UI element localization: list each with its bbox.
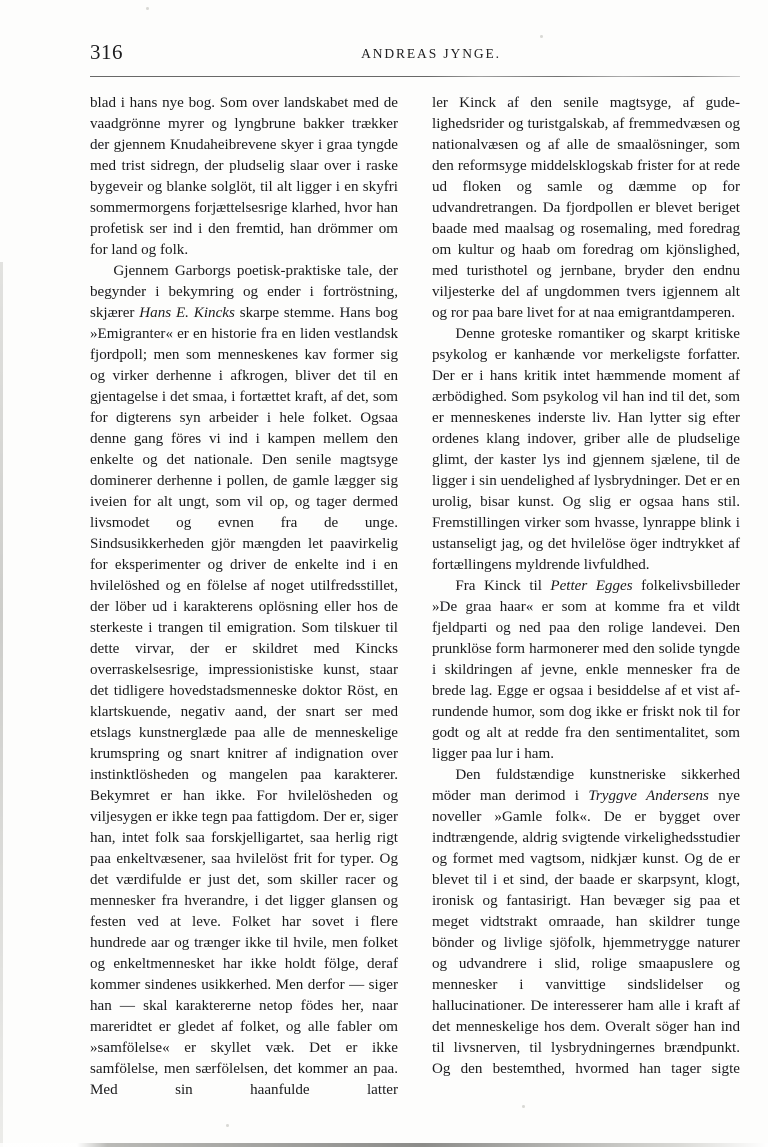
emphasis-author-name: Tryggve Andersens	[588, 788, 709, 804]
running-head: ANDREAS JYNGE.	[361, 46, 501, 61]
column-left	[90, 93, 398, 1101]
paragraph: Gjennem Garborgs poetisk-praktiske tale, der begynder i bekymring og ender i fortröstning, skjærer Hans E. Kincks skarpe stemme. Hans bog »Emigranter« er en historie fra en liden vestlandsk fjordpoll; men som menneskenes kav former sig og virker derhenne i afkrogen, bliver det til en gjentagelse i det smaa, i fortættet kraft, af det, som for digterens syn arbeider i hele folket. Ogsaa denne gang föres vi ind i kampen mellem den enkelte og det nationale. Den senile magtsyge dominerer derhenne i pollen, de gamle lægger sig iveien for alt ungt, som vil op, og tager dermed livsmodet og evnen fra de unge. Sindsusikkerheden gjör mængden let paavirkelig for eksperimenter og driver de enkelte ind i en hvilelöshed og en fölelse af noget utilfredsstillet, der löber ud i karakterens oplösning eller hos de sterkeste i trangen til emigration. Som tilskuer til dette virvar, der er skildret med Kincks overraskelsesrige, impressionistiske kunst, staar det tidligere hovedstadsmenneske doktor Röst, en klartskuende, negativ aand, der snart ser med etslags kunstnerglæde paa alle de menneskelige krumspring og snart knitrer af indignation over instinktlösheden og mangelen paa karakterer. Bekymret er han ikke. For hvilelösheden og viljesygen er ikke tegn paa fattigdom. Der er, siger han, intet folk saa forskjelligartet, saa herlig rigt paa enkeltvæsener, saa hvilelöst frit for typer. Og det værdifulde er just det, som skiller racer og mennesker fra hverandre, i det ligger glansen og festen ved at leve. Folket har sovet i flere hundrede aar og trænger ikke til hvile, men folket og enkeltmennesket har ikke holdt fölge, deraf kommer sindenes usikkerhed. Men derfor — siger han — skal karaktererne netop födes her, naar mareridtet er gledet af folket, og alle fabler om »samfölelse« er skyllet væk. Det er ikke samfölelse, men særfölelsen, det kommer an paa. Med sin haanfulde latter	[90, 263, 398, 1098]
emphasis-author-name: Hans E. Kincks	[139, 305, 235, 321]
paragraph: Fra Kinck til Petter Egges folkelivsbilleder »De graa haar« er som at komme fra et vildt fjeldparti og ned paa den rolige landevei. Den prunklöse form harmonerer med den solide tyngde i skildringen af jevne, enkle mennesker fra de brede lag. Egge er ogsaa i besiddelse af et vist afrundende humor, som dog ikke er friskt nok til for godt og alt at redde fra den sentimentalitet, som ligger paa lur i ham.	[432, 578, 740, 762]
scan-speck	[146, 7, 149, 10]
text-body	[90, 93, 740, 1101]
column-right	[432, 93, 740, 1101]
scan-speck	[226, 1124, 229, 1127]
scan-edge-left	[0, 262, 3, 1147]
paragraph: Den fuldstændige kunstneriske sikkerhed möder man derimod i Tryggve Andersens nye noveller »Gamle folk«. De er bygget over indtrængende, aldrig svigtende virkelighedsstudier og formet med vagtsom, nidkjær kunst. Og de er blevet til i et sind, der baade er skarpsynt, klogt, ironisk og fantasirigt. Han bevæger sig paa et meget vidtstrakt omraade, han skildrer tunge bönder og livlige sjöfolk, hjemmetrygge naturer og udvandrere i slid, rolige smaapuslere og mennesker i vanvittige sindslidelser og hallucinationer. De interesserer ham alle i kraft af det menneskelige hos dem. Overalt söger han ind til livsnerven, til lysbrydningernes brændpunkt. Og den bestemthed, hvormed han tager sigte	[432, 767, 740, 1077]
paragraph: ler Kinck af den senile magtsyge, af gudelighedsrider og turistgalskab, af fremmedvæsen og nationalvæsen og af alle de smaalösninger, som den reformsyge middelsklogskab frister for at rede ud floken og samle og dæmme op for udvandretrangen. Da fjordpollen er blevet beriget baade med maalsag og rosemaling, med foredrag om kultur og haab om foredrag om kjönslighed, med turisthotel og jernbane, bryder den endnu viljesterke del af ungdommen tvers igjennem alt og ror paa bare livet for at naa emigrantdamperen.	[432, 95, 740, 321]
scan-edge-bottom	[0, 1143, 768, 1147]
paragraph: blad i hans nye bog. Som over landskabet med de vaadgrönne myrer og lyngbrune bakker trækker der gjennem Knudaheibrevene skyer i graa tyngde med trist sidregn, der pludselig slaar over i raske bygeveir og blanke solglöt, til alt ligger i en skyfri sommermorgens forjættelsesrige klarhed, hvor han profetisk ser ind i den fremtid, han drömmer om for land og folk.	[90, 95, 398, 258]
scan-speck	[540, 35, 543, 38]
emphasis-author-name: Petter Egges	[550, 578, 633, 594]
scan-speck	[522, 1105, 525, 1108]
page-header	[90, 40, 740, 74]
paragraph: Denne groteske romantiker og skarpt kritiske psykolog er kanhænde vor merkeligste forfatter. Der er i hans kritik intet hæmmende moment af ærbödighed. Som psykolog vil han ind til det, som er menneskenes inderste liv. Han lytter sig efter ordenes klang indover, griber alle de pludselige glimt, der kaster lys ind gjennem sjælene, til de ligger i sin uendelighed af lysbrydninger. Det er en urolig, bisar kunst. Og slig er ogsaa hans stil. Fremstillingen virker som hvasse, lynrappe blink i ustanseligt jag, og det hvilelöse öger indtrykket af fortællingens myldrende livfuldhed.	[432, 326, 740, 573]
header-rule	[90, 76, 740, 77]
page-number: 316	[90, 40, 123, 64]
